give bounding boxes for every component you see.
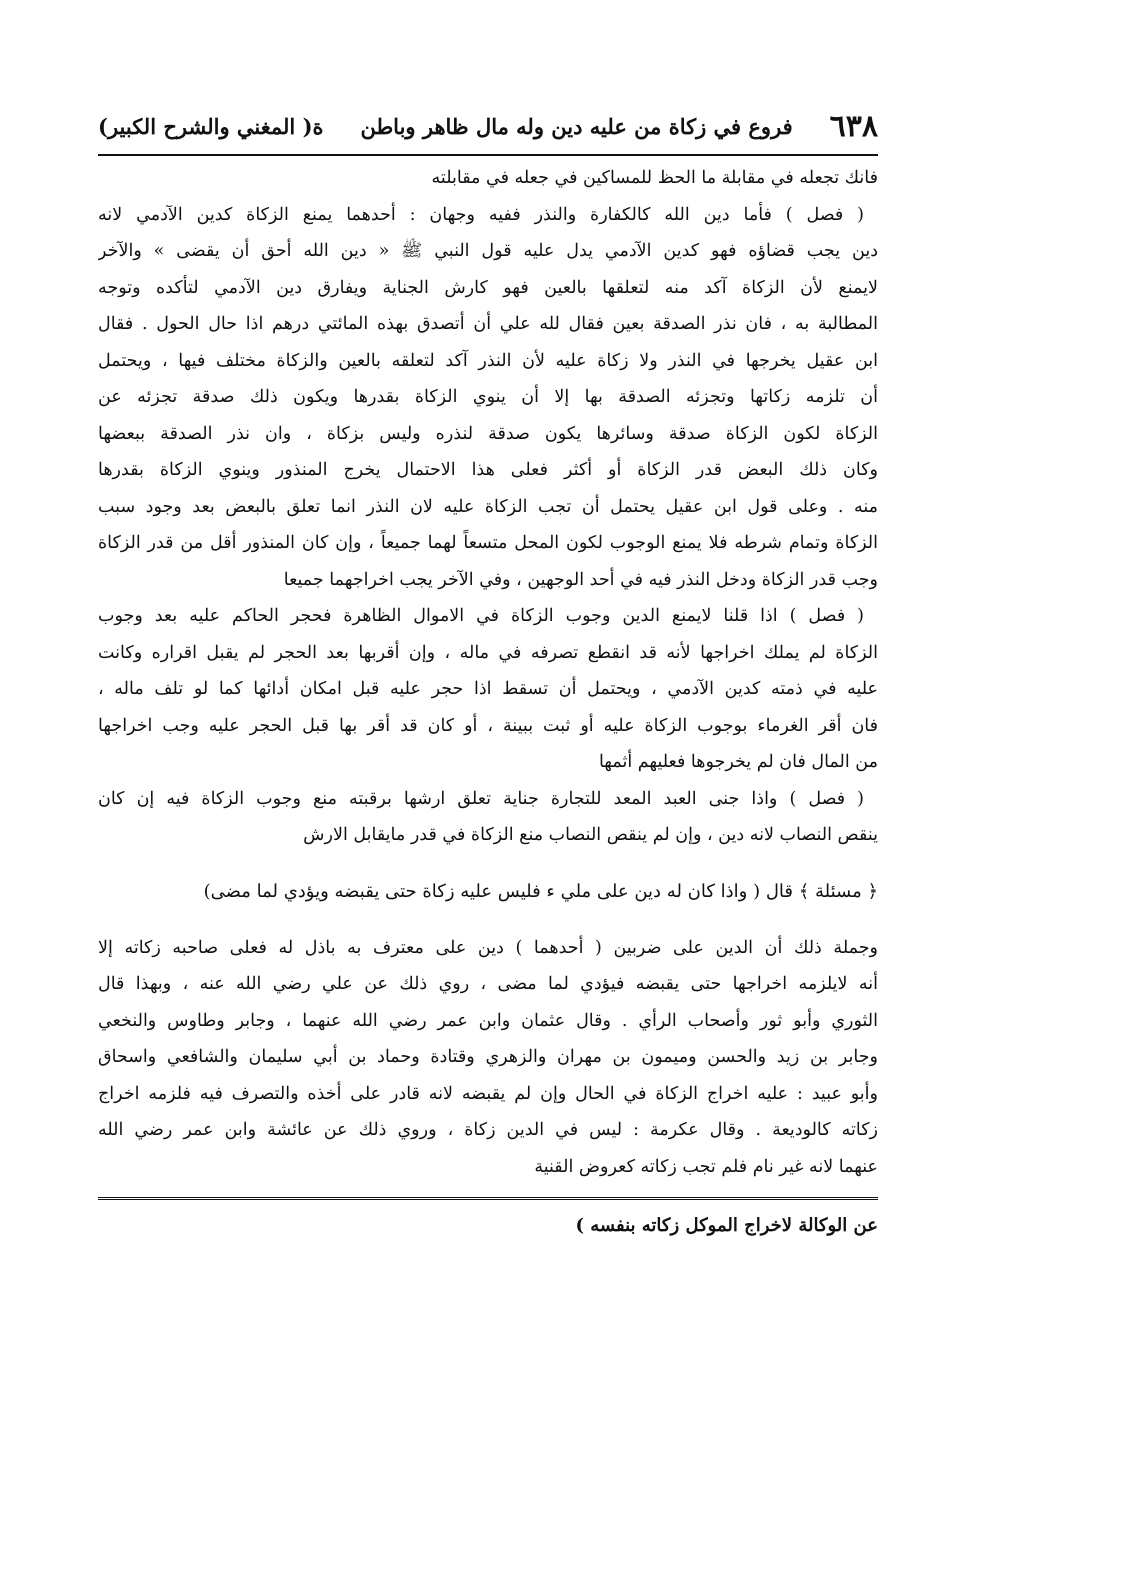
footnote-text: عن الوكالة لاخراج الموكل زكاته بنفسه ) (575, 1215, 878, 1236)
header-rule (98, 154, 878, 156)
text-line: الزكاة وتمام شرطه فلا يمنع الوجوب لكون المحل متسعاً لهما جميعاً ، وإن كان المنذور أقل من قدر الزكاة (98, 533, 878, 553)
masala-heading: ﴿ مسئلة ﴾ قال ( واذا كان له دين على ملي ء فليس عليه زكاة حتى يقبضه ويؤدي لما مضى) (203, 880, 878, 902)
text-line: ابن عقيل يخرجها في النذر ولا زكاة عليه لأن النذر آكد لتعلقه بالعين والزكاة مختلف فيها ، ويحتمل (98, 350, 878, 371)
text-line: أنه لايلزمه اخراجها حتى يقبضه فيؤدي لما مضى ، روي ذلك عن علي رضي الله عنه ، وبهذا قال (98, 974, 878, 994)
text-line: ( فصل ) فأما دين الله كالكفارة والنذر ففيه وجهان : أحدهما يمنع الزكاة كدين الآدمي لانه (98, 204, 864, 225)
text-line: وجابر بن زيد والحسن وميمون بن مهران والزهري وقتادة وحماد بن أبي سليمان والشافعي واسحاق (98, 1047, 878, 1067)
text-line: وجب قدر الزكاة ودخل النذر فيه في أحد الوجهين ، وفي الآخر يجب اخراجهما جميعا (283, 569, 878, 590)
main-text (98, 160, 878, 1185)
text-line: منه . وعلى قول ابن عقيل يحتمل أن تجب الزكاة عليه لان النذر انما تعلق بالبعض بعد وجود سبب (98, 496, 878, 517)
paragraph (98, 930, 878, 1186)
text-line: لايمنع لأن الزكاة آكد منه لتعلقها بالعين فهو كارش الجناية ويفارق دين الآدمي لتأكده وتوجه (98, 277, 878, 298)
commentary-paragraphs (98, 930, 878, 1186)
footnote-rule (98, 1197, 878, 1200)
text-line: ( فصل ) اذا قلنا لايمنع الدين وجوب الزكاة في الاموال الظاهرة فحجر الحاكم عليه بعد وجوب (98, 606, 864, 626)
paragraph (98, 598, 878, 781)
text-line: أن تلزمه زكاتها وتجزئه الصدقة بها إلا أن ينوي الزكاة بقدرها ويكون ذلك صدقة تجزئه عن (98, 387, 878, 407)
page-number: ٦٣٨ (829, 108, 878, 144)
text-line: الزكاة لكون الزكاة صدقة وسائرها يكون صدقة لنذره وليس بزكاة ، وان نذر الصدقة ببعضها (98, 423, 878, 444)
running-title: فروع في زكاة من عليه دين وله مال ظاهر وباطن (360, 113, 793, 139)
text-line: الزكاة لم يملك اخراجها لأنه قد انقطع تصرفه في ماله ، وإن أقربها بعد الحجر لم يقبل اقراره وكانت (98, 642, 878, 663)
page-header (98, 100, 878, 152)
paragraph (98, 781, 878, 854)
book-title: ة( المغني والشرح الكبير) (98, 113, 324, 139)
text-line: وأبو عبيد : عليه اخراج الزكاة في الحال وإن لم يقبضه لانه قادر على أخذه والتصرف فيه فلزمه اخراج (98, 1083, 878, 1104)
paragraph (98, 160, 878, 197)
section-paragraphs (98, 160, 878, 854)
text-line: ( فصل ) واذا جنى العبد المعد للتجارة جناية تعلق ارشها برقبته منع وجوب الزكاة فيه إن كان (98, 788, 864, 809)
text-line: من المال فان لم يخرجوها فعليهم أثمها (598, 752, 878, 772)
footnote-area (98, 1197, 878, 1246)
text-line: المطالبة به ، فان نذر الصدقة بعين فقال لله علي أن أتصدق بهذه المائتي درهم اذا حال الحول . فقال (98, 314, 878, 334)
text-line: ينقص النصاب لانه دين ، وإن لم ينقص النصاب منع الزكاة في قدر مايقابل الارش (303, 825, 878, 845)
text-line: زكاته كالوديعة . وقال عكرمة : ليس في الدين زكاة ، وروي ذلك عن عائشة وابن عمر رضي الله (98, 1120, 878, 1140)
paragraph (98, 197, 878, 599)
text-line: وجملة ذلك أن الدين على ضربين ( أحدهما ) دين على معترف به باذل له فعلى صاحبه زكاته إلا (98, 937, 878, 958)
document-page (98, 100, 878, 1246)
text-line: عنهما لانه غير نام فلم تجب زكاته كعروض القنية (534, 1156, 878, 1177)
text-line: فانك تجعله في مقابلة ما الحظ للمساكين في جعله في مقابلته (431, 168, 878, 188)
text-line: دين يجب قضاؤه فهو كدين الآدمي يدل عليه قول النبي ﷺ « دين الله أحق أن يقضى » والآخر (98, 241, 878, 261)
text-line: الثوري وأبو ثور وأصحاب الرأي . وقال عثمان وابن عمر رضي الله عنهما ، وجابر وطاوس والنخعي (98, 1010, 878, 1031)
text-line: فان أقر الغرماء بوجوب الزكاة عليه أو ثبت ببينة ، أو كان قد أقر بها قبل الحجر عليه وجب اخراجها (98, 715, 878, 736)
text-line: وكان ذلك البعض قدر الزكاة أو أكثر فعلى هذا الاحتمال يخرج المنذور وينوي الزكاة بقدرها (98, 460, 878, 480)
text-line: عليه في ذمته كدين الآدمي ، ويحتمل أن تسقط اذا حجر عليه قبل امكان أدائها كما لو تلف ماله ، (98, 679, 878, 699)
